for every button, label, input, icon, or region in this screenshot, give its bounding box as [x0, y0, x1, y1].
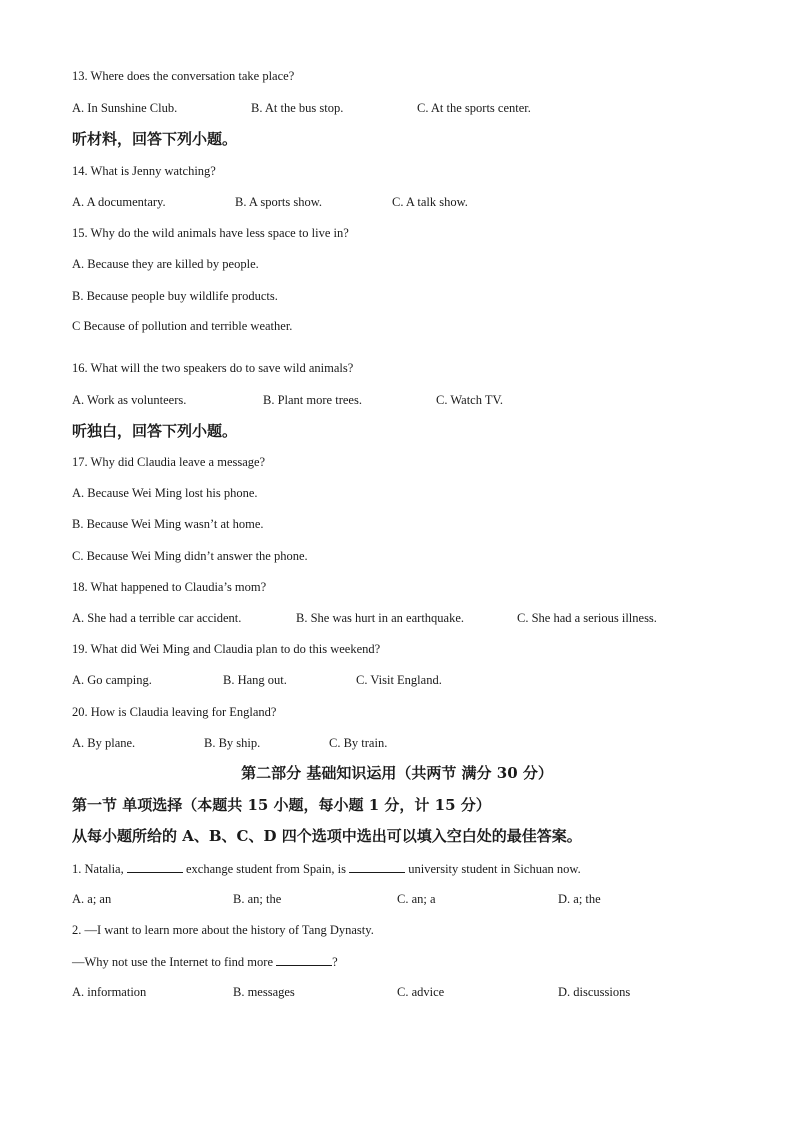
question-13-stem: 13. Where does the conversation take place?: [72, 69, 295, 83]
question-19-option-b: B. Hang out.: [223, 673, 287, 687]
question-18-option-c: C. She had a serious illness.: [517, 611, 657, 625]
question-13-option-a: A. In Sunshine Club.: [72, 101, 178, 115]
question-18-option-a: A. She had a terrible car accident.: [72, 611, 242, 625]
question-20-option-c: C. By train.: [329, 736, 388, 750]
answer-blank: [276, 953, 332, 966]
question-16-option-b: B. Plant more trees.: [263, 393, 362, 407]
mc-question-1-option-c: C. an; a: [397, 892, 436, 906]
question-13-option-b: B. At the bus stop.: [251, 101, 344, 115]
mc-question-2-line-1: 2. —I want to learn more about the history of Tang Dynasty.: [72, 923, 374, 937]
answer-blank: [127, 860, 183, 873]
question-20-option-b: B. By ship.: [204, 736, 261, 750]
question-16-option-a: A. Work as volunteers.: [72, 393, 187, 407]
mc-question-2-option-b: B. messages: [233, 985, 295, 999]
question-20-option-a: A. By plane.: [72, 736, 136, 750]
question-16-stem: 16. What will the two speakers do to save wild animals?: [72, 361, 354, 375]
part-2-title: 第二部分 基础知识运用（共两节 满分 30 分）: [241, 764, 553, 782]
question-20-stem: 20. How is Claudia leaving for England?: [72, 705, 277, 719]
question-15-stem: 15. Why do the wild animals have less space to live in?: [72, 226, 349, 240]
mc-question-1-stem-part1: 1. Natalia,: [72, 862, 124, 876]
question-19-option-c: C. Visit England.: [356, 673, 442, 687]
question-17-option-c: C. Because Wei Ming didn’t answer the phone.: [72, 549, 308, 563]
mc-question-2-line-2: [72, 953, 338, 970]
question-14-option-a: A. A documentary.: [72, 195, 166, 209]
question-18-option-b: B. She was hurt in an earthquake.: [296, 611, 465, 625]
question-16-option-c: C. Watch TV.: [436, 393, 504, 407]
question-18-stem: 18. What happened to Claudia’s mom?: [72, 580, 267, 594]
mc-question-1-stem-part2: exchange student from Spain, is: [185, 862, 347, 876]
mc-question-2-option-a: A. information: [72, 985, 147, 999]
section-heading-material: 听材料，回答下列小题。: [72, 130, 238, 148]
mc-question-1-option-a: A. a; an: [72, 892, 112, 906]
mc-question-2-line-2-part1: —Why not use the Internet to find more: [72, 955, 273, 969]
mc-question-1-option-d: D. a; the: [558, 892, 601, 906]
section-heading-monologue: 听独白，回答下列小题。: [72, 422, 238, 440]
question-19-option-a: A. Go camping.: [72, 673, 152, 687]
mc-question-2-option-c: C. advice: [397, 985, 445, 999]
question-17-option-a: A. Because Wei Ming lost his phone.: [72, 486, 258, 500]
question-19-stem: 19. What did Wei Ming and Claudia plan to do this weekend?: [72, 642, 381, 656]
answer-blank: [349, 860, 405, 873]
question-14-option-b: B. A sports show.: [235, 195, 323, 209]
mc-question-1-stem-part3: university student in Sichuan now.: [408, 862, 581, 876]
question-15-option-a: A. Because they are killed by people.: [72, 257, 259, 271]
mc-question-2-line-2-part2: ?: [332, 955, 338, 969]
question-14-stem: 14. What is Jenny watching?: [72, 164, 216, 178]
question-15-option-c: C Because of pollution and terrible weather.: [72, 319, 293, 333]
question-14-option-c: C. A talk show.: [392, 195, 468, 209]
section-1-instruction: 从每小题所给的 A、B、C、D 四个选项中选出可以填入空白处的最佳答案。: [72, 827, 582, 845]
section-1-title: 第一节 单项选择（本题共 15 小题，每小题 1 分，计 15 分）: [72, 796, 491, 814]
question-13-option-c: C. At the sports center.: [417, 101, 531, 115]
mc-question-1-option-b: B. an; the: [233, 892, 282, 906]
mc-question-1-stem: [72, 860, 581, 877]
question-15-option-b: B. Because people buy wildlife products.: [72, 289, 278, 303]
question-17-stem: 17. Why did Claudia leave a message?: [72, 455, 266, 469]
question-17-option-b: B. Because Wei Ming wasn’t at home.: [72, 517, 264, 531]
mc-question-2-option-d: D. discussions: [558, 985, 631, 999]
